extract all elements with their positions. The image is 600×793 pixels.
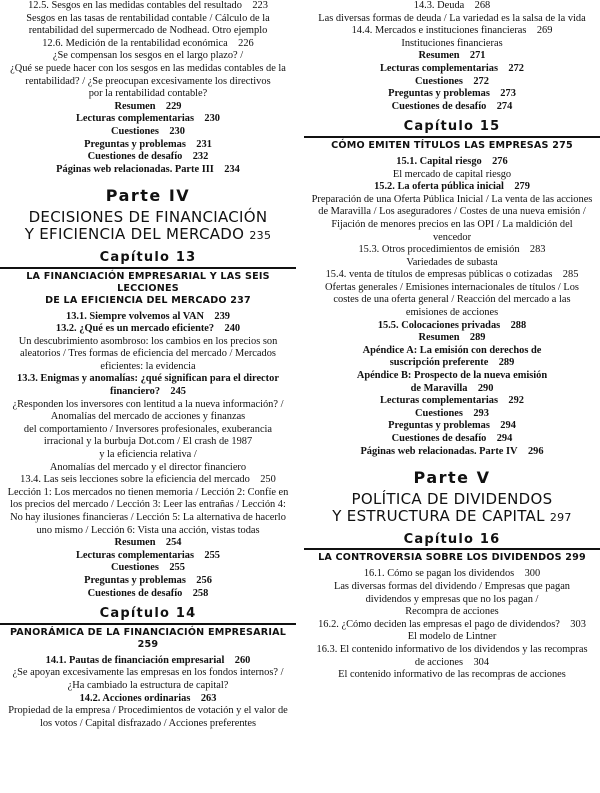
toc-entry-title: Ofertas generales / Emisiones internacionales de títulos / Los	[325, 281, 579, 293]
toc-entry-title: Anomalías del mercado de acciones y finanzas	[50, 411, 246, 423]
toc-entry	[0, 537, 296, 550]
toc-entry-page: 276	[492, 155, 508, 167]
toc-entry-title: Apéndice A: La emisión con derechos de	[362, 344, 542, 356]
toc-entry-title: Cuestiones de desafío	[391, 433, 487, 444]
toc-entry	[0, 575, 296, 588]
toc-entry	[0, 63, 296, 76]
toc-entry-title: 14.4. Mercados e instituciones financieras	[351, 25, 527, 37]
toc-entry-title: ¿Qué se puede hacer con los sesgos en las medidas contables de la	[10, 62, 286, 74]
toc-entry-title: Lección 1: Los mercados no tienen memoria / Lección 2: Confíe en	[7, 486, 289, 498]
toc-entry-title: El contenido informativo de las recompras de acciones	[338, 669, 566, 681]
toc-entry	[0, 680, 296, 693]
toc-entry	[0, 0, 296, 13]
right-top-entries	[304, 0, 600, 113]
toc-entry-page: 234	[224, 163, 240, 175]
toc-entry-page: 294	[500, 420, 516, 432]
toc-entry-title: Cuestiones de desafío	[87, 151, 183, 163]
toc-entry	[0, 667, 296, 680]
toc-entry	[304, 433, 600, 446]
toc-entry-page: 294	[496, 433, 513, 444]
chapter-15-entries	[304, 156, 600, 458]
toc-entry	[0, 386, 296, 399]
chapter-13-rule	[0, 267, 296, 269]
toc-entry-page: 289	[498, 357, 515, 369]
toc-entry-title: de acciones	[414, 656, 464, 668]
toc-entry	[0, 164, 296, 177]
toc-entry-title: los precios del mercado / Lección 3: Leer las entrañas / Lección 4:	[10, 499, 286, 511]
toc-entry-title: Preguntas y problemas	[84, 574, 186, 586]
toc-entry-page: 272	[508, 62, 524, 74]
toc-entry-page: 303	[570, 618, 586, 630]
chapter-13-entries	[0, 311, 296, 601]
toc-entry-page: 290	[477, 382, 494, 394]
toc-entry-title: Resumen	[114, 537, 156, 549]
toc-entry-title: eficientes: la evidencia	[100, 360, 196, 372]
toc-entry	[304, 269, 600, 282]
part-4-title-line1: DECISIONES DE FINANCIACIÓN	[28, 207, 268, 226]
toc-entry-title: 14.3. Deuda	[413, 0, 465, 11]
chapter-16-rule	[304, 548, 600, 550]
toc-entry	[304, 76, 600, 89]
toc-entry-page: 230	[169, 125, 185, 137]
toc-entry-title: Resumen	[418, 332, 460, 344]
toc-entry	[0, 512, 296, 525]
toc-entry-page: 292	[508, 395, 524, 407]
toc-entry-title: Lecturas complementarias	[379, 62, 499, 74]
toc-entry	[0, 411, 296, 424]
toc-entry-page: 226	[238, 37, 254, 49]
toc-entry-title: Recompra de acciones	[405, 606, 499, 618]
toc-entry-page: 240	[224, 323, 241, 335]
toc-entry	[0, 348, 296, 361]
toc-entry-page: 231	[196, 138, 212, 150]
chapter-16-title-text: LA CONTROVERSIA SOBRE LOS DIVIDENDOS	[318, 552, 562, 564]
toc-entry-title: emisiones de acciones	[405, 307, 499, 319]
toc-entry	[304, 383, 600, 396]
toc-entry-title: 13.2. ¿Qué es un mercado eficiente?	[55, 323, 215, 335]
chapter-13-title	[0, 271, 296, 307]
toc-entry	[304, 357, 600, 370]
toc-entry	[304, 345, 600, 358]
toc-entry	[0, 361, 296, 374]
toc-entry	[304, 294, 600, 307]
toc-entry-title: Resumen	[114, 100, 156, 112]
chapter-13-title-line1: LA FINANCIACIÓN EMPRESARIAL Y LAS SEIS LECCIONES	[26, 270, 270, 294]
toc-entry-page: 272	[473, 75, 489, 87]
toc-entry-title: Fijación de menores precios en las OPI / La maldición del	[331, 218, 573, 230]
toc-entry-title: Cuestiones de desafío	[391, 100, 487, 112]
toc-entry	[304, 320, 600, 333]
toc-entry	[304, 206, 600, 219]
toc-entry-title: Páginas web relacionadas. Parte IV	[360, 445, 518, 457]
toc-entry	[304, 581, 600, 594]
toc-entry	[0, 323, 296, 336]
toc-entry-page: 245	[170, 386, 186, 398]
toc-entry-title: de Maravilla / Los aseguradores / Costes de una nueva emisión /	[318, 206, 586, 218]
toc-entry	[0, 38, 296, 51]
toc-entry-title: por la rentabilidad contable?	[88, 88, 208, 100]
toc-entry-title: 16.1. Cómo se pagan los dividendos	[363, 568, 515, 580]
toc-entry-title: 13.3. Enigmas y anomalías: ¿qué significan para el director	[17, 373, 279, 385]
toc-entry	[304, 606, 600, 619]
toc-entry	[304, 568, 600, 581]
toc-entry-title: ¿Ha cambiado la estructura de capital?	[67, 679, 229, 691]
toc-entry-title: 12.5. Sesgos en las medidas contables del resultado	[28, 0, 242, 11]
toc-entry-page: 229	[165, 100, 182, 112]
toc-entry-title: del comportamiento / Inversores profesionales, exuberancia	[23, 423, 273, 435]
toc-entry-page: 293	[473, 407, 489, 419]
toc-entry-title: los votos / Capital disfrazado / Acciones preferentes	[39, 717, 257, 729]
toc-entry-title: 16.2. ¿Cómo deciden las empresas el pago de dividendos?	[318, 618, 560, 630]
chapter-16-label: Capítulo 16	[403, 531, 501, 547]
chapter-13-page: 237	[230, 294, 251, 306]
toc-entry	[0, 562, 296, 575]
toc-entry	[304, 63, 600, 76]
toc-entry-title: rentabilidad del supermercado de Nodhead. Otro ejemplo	[28, 25, 268, 37]
chapter-14-title-text: PANORÁMICA DE LA FINANCIACIÓN EMPRESARIAL	[9, 626, 287, 638]
toc-entry	[0, 139, 296, 152]
toc-entry	[0, 474, 296, 487]
toc-entry	[304, 594, 600, 607]
toc-entry-page: 250	[260, 474, 276, 486]
toc-entry-title: ¿Se apoyan excesivamente las empresas en los fondos internos? /	[12, 667, 284, 679]
toc-entry-title: costes de una oferta general / Reacción del mercado a las	[333, 294, 571, 306]
toc-entry-title: Un descubrimiento asombroso: los cambios en los precios son	[18, 335, 278, 347]
toc-entry-title: 15.2. La oferta pública inicial	[374, 181, 504, 193]
chapter-15-title	[304, 140, 600, 152]
toc-entry-title: El modelo de Lintner	[407, 631, 497, 643]
toc-entry	[304, 38, 600, 51]
toc-entry-page: 260	[234, 654, 251, 666]
toc-entry	[304, 644, 600, 657]
toc-entry	[304, 307, 600, 320]
toc-entry	[0, 693, 296, 706]
chapter-14-page: 259	[137, 638, 159, 650]
toc-entry-page: 274	[496, 100, 513, 112]
toc-entry	[0, 718, 296, 731]
toc-entry-title: 15.1. Capital riesgo	[396, 155, 482, 167]
toc-entry	[304, 219, 600, 232]
toc-entry-title: financiero?	[109, 386, 161, 398]
toc-entry-page: 268	[474, 0, 491, 11]
toc-entry	[0, 436, 296, 449]
toc-entry-title: 15.3. Otros procedimientos de emisión	[358, 244, 520, 256]
toc-entry-title: Resumen	[418, 50, 460, 62]
chapter-16-page: 299	[565, 552, 586, 564]
toc-entry	[304, 669, 600, 682]
toc-entry-title: El mercado de capital riesgo	[392, 168, 512, 180]
toc-entry-title: Cuestiones	[415, 407, 463, 419]
toc-entry-page: 269	[536, 25, 553, 37]
toc-entry-title: Preguntas y problemas	[388, 420, 490, 432]
toc-entry	[0, 311, 296, 324]
chapter-15-title-text: CÓMO EMITEN TÍTULOS LAS EMPRESAS	[331, 139, 549, 151]
toc-entry	[0, 550, 296, 563]
toc-entry	[0, 424, 296, 437]
toc-entry-page: 288	[510, 319, 527, 331]
toc-entry-title: dividendos y empresas que no los pagan /	[365, 593, 539, 605]
toc-entry-title: Lecturas complementarias	[379, 395, 499, 407]
toc-entry	[0, 449, 296, 462]
toc-entry-title: Las diversas formas del dividendo / Empresas que pagan	[333, 580, 571, 592]
part-4-page: 235	[249, 228, 272, 242]
toc-entry	[0, 399, 296, 412]
toc-entry	[0, 13, 296, 26]
toc-entry	[304, 619, 600, 632]
toc-entry	[0, 487, 296, 500]
toc-entry-title: ¿Responden los inversores con lentitud a la nueva información? /	[12, 398, 284, 410]
part-5-title-line1: POLÍTICA DE DIVIDENDOS	[351, 489, 553, 508]
toc-entry	[0, 25, 296, 38]
part-4-label: Parte IV	[105, 186, 191, 206]
toc-entry	[0, 101, 296, 114]
toc-entry-page: 255	[169, 562, 185, 574]
toc-entry-page: 296	[527, 445, 544, 457]
toc-entry-title: 13.4. Las seis lecciones sobre la eficiencia del mercado	[20, 474, 250, 486]
toc-entry	[304, 194, 600, 207]
toc-entry-title: rentabilidad? / ¿Se preocupan excesivamente los directivos	[25, 75, 271, 87]
toc-entry-title: 16.3. El contenido informativo de los dividendos y las recompras	[316, 643, 588, 655]
toc-entry-title: 14.1. Pautas de financiación empresarial	[45, 654, 225, 666]
toc-entry-title: Preparación de una Oferta Pública Inicial / La venta de las acciones	[311, 193, 593, 205]
part-5-page: 297	[549, 510, 572, 524]
toc-entry	[0, 151, 296, 164]
toc-entry	[0, 88, 296, 101]
toc-entry-title: Cuestiones	[111, 125, 159, 137]
toc-entry-page: 285	[562, 269, 579, 281]
part-5-title-line2: Y ESTRUCTURA DE CAPITAL	[332, 506, 545, 525]
toc-entry	[304, 25, 600, 38]
toc-entry	[304, 88, 600, 101]
toc-entry	[0, 50, 296, 63]
toc-entry	[304, 395, 600, 408]
toc-entry-page: 255	[204, 549, 220, 561]
toc-entry-title: de Maravilla	[410, 382, 468, 394]
toc-entry-title: 15.4. venta de títulos de empresas públicas o cotizadas	[325, 269, 553, 281]
toc-entry	[304, 50, 600, 63]
toc-entry	[0, 705, 296, 718]
toc-entry	[304, 370, 600, 383]
toc-entry-title: ¿Se compensan los sesgos en el largo plazo? /	[52, 50, 244, 62]
chapter-16-entries	[304, 568, 600, 681]
chapter-14-label: Capítulo 14	[99, 606, 197, 622]
chapter-16-title	[304, 552, 600, 564]
toc-entry	[0, 336, 296, 349]
toc-entry	[304, 13, 600, 26]
toc-entry-page: 300	[524, 568, 541, 580]
toc-entry-title: Páginas web relacionadas. Parte III	[56, 163, 214, 175]
toc-entry-page: 273	[500, 88, 516, 100]
toc-entry	[304, 101, 600, 114]
toc-entry-title: aleatorios / Tres formas de eficiencia del mercado / Mercados	[20, 348, 276, 360]
toc-entry-title: Anomalías del mercado y el director financiero	[49, 461, 247, 473]
left-column	[0, 0, 296, 730]
toc-entry	[304, 232, 600, 245]
toc-entry-title: suscripción preferente	[389, 357, 489, 369]
toc-entry	[304, 244, 600, 257]
part-4-title-line2: Y EFICIENCIA DEL MERCADO	[24, 224, 245, 243]
toc-entry-title: No hay ilusiones financieras / Lección 5: La alternativa de hacerlo	[10, 512, 286, 523]
toc-entry	[304, 408, 600, 421]
toc-entry	[304, 181, 600, 194]
toc-entry-title: Cuestiones	[415, 75, 463, 87]
toc-entry	[304, 657, 600, 670]
toc-entry	[0, 462, 296, 475]
toc-entry	[0, 499, 296, 512]
toc-entry-title: Preguntas y problemas	[388, 88, 490, 100]
toc-entry-page: 232	[192, 151, 209, 163]
toc-entry-page: 304	[473, 656, 490, 668]
toc-entry-page: 258	[192, 587, 209, 599]
chapter-13-title-line2: DE LA EFICIENCIA DEL MERCADO	[45, 294, 227, 306]
toc-entry-title: 15.5. Colocaciones privadas	[377, 319, 501, 331]
toc-entry-title: vencedor	[432, 231, 472, 243]
chapter-15-page: 275	[552, 139, 573, 151]
toc-entry-page: 283	[529, 244, 546, 256]
toc-entry	[0, 655, 296, 668]
toc-entry	[0, 373, 296, 386]
toc-entry-title: Variedades de subasta	[406, 256, 498, 268]
left-top-entries	[0, 0, 296, 176]
toc-entry-title: 14.2. Acciones ordinarias	[79, 692, 191, 704]
toc-entry-page: 256	[196, 574, 212, 586]
toc-entry-title: Preguntas y problemas	[84, 138, 186, 150]
toc-entry-title: Instituciones financieras	[401, 37, 503, 49]
toc-entry-title: Las diversas formas de deuda / La variedad es la salsa de la vida	[318, 12, 586, 24]
toc-entry-page: 279	[514, 181, 530, 193]
chapter-15-rule	[304, 136, 600, 138]
toc-entry-title: Lecturas complementarias	[75, 113, 195, 125]
toc-entry	[304, 420, 600, 433]
toc-entry	[0, 113, 296, 126]
toc-entry	[0, 76, 296, 89]
toc-entry-page: 230	[204, 113, 220, 125]
toc-entry	[304, 169, 600, 182]
toc-entry-title: Propiedad de la empresa / Procedimientos de votación y el valor de	[8, 705, 288, 717]
chapter-14-entries	[0, 655, 296, 731]
toc-entry	[0, 525, 296, 538]
chapter-14-title	[0, 627, 296, 651]
toc-entry-title: Lecturas complementarias	[75, 549, 195, 561]
toc-entry	[304, 332, 600, 345]
toc-entry-title: irracional y la burbuja Dot.com / El crash de 1987	[43, 436, 253, 448]
toc-entry	[304, 631, 600, 644]
toc-entry-page: 254	[165, 537, 182, 549]
part-5-label: Parte V	[413, 468, 491, 488]
toc-entry	[304, 282, 600, 295]
part-4-title	[0, 209, 296, 244]
chapter-14-rule	[0, 623, 296, 625]
toc-entry-page: 223	[252, 0, 268, 11]
toc-entry-page: 263	[200, 692, 217, 704]
toc-entry-page: 271	[469, 50, 486, 62]
toc-entry	[304, 156, 600, 169]
toc-entry	[304, 446, 600, 459]
toc-entry-page: 289	[469, 332, 486, 344]
toc-entry-title: Sesgos en las tasas de rentabilidad contable / Cálculo de la	[26, 12, 270, 24]
toc-entry	[304, 257, 600, 270]
chapter-15-label: Capítulo 15	[403, 119, 501, 135]
toc-entry-title: 12.6. Medición de la rentabilidad económica	[42, 37, 228, 49]
right-column	[304, 0, 600, 682]
part-5-title	[304, 491, 600, 526]
chapter-13-label: Capítulo 13	[99, 249, 197, 265]
toc-entry-title: y la eficiencia relativa /	[99, 449, 197, 461]
toc-entry	[0, 588, 296, 601]
toc-entry-page: 239	[214, 310, 230, 322]
toc-entry-title: Apéndice B: Prospecto de la nueva emisión	[356, 370, 548, 382]
toc-entry-title: uno mismo / Lección 6: Vista una acción, vistas todas	[36, 524, 260, 536]
toc-entry	[304, 0, 600, 13]
toc-entry-title: 13.1. Siempre volvemos al VAN	[66, 310, 204, 322]
toc-entry-title: Cuestiones	[111, 562, 159, 574]
toc-entry-title: Cuestiones de desafío	[87, 587, 183, 599]
toc-entry	[0, 126, 296, 139]
